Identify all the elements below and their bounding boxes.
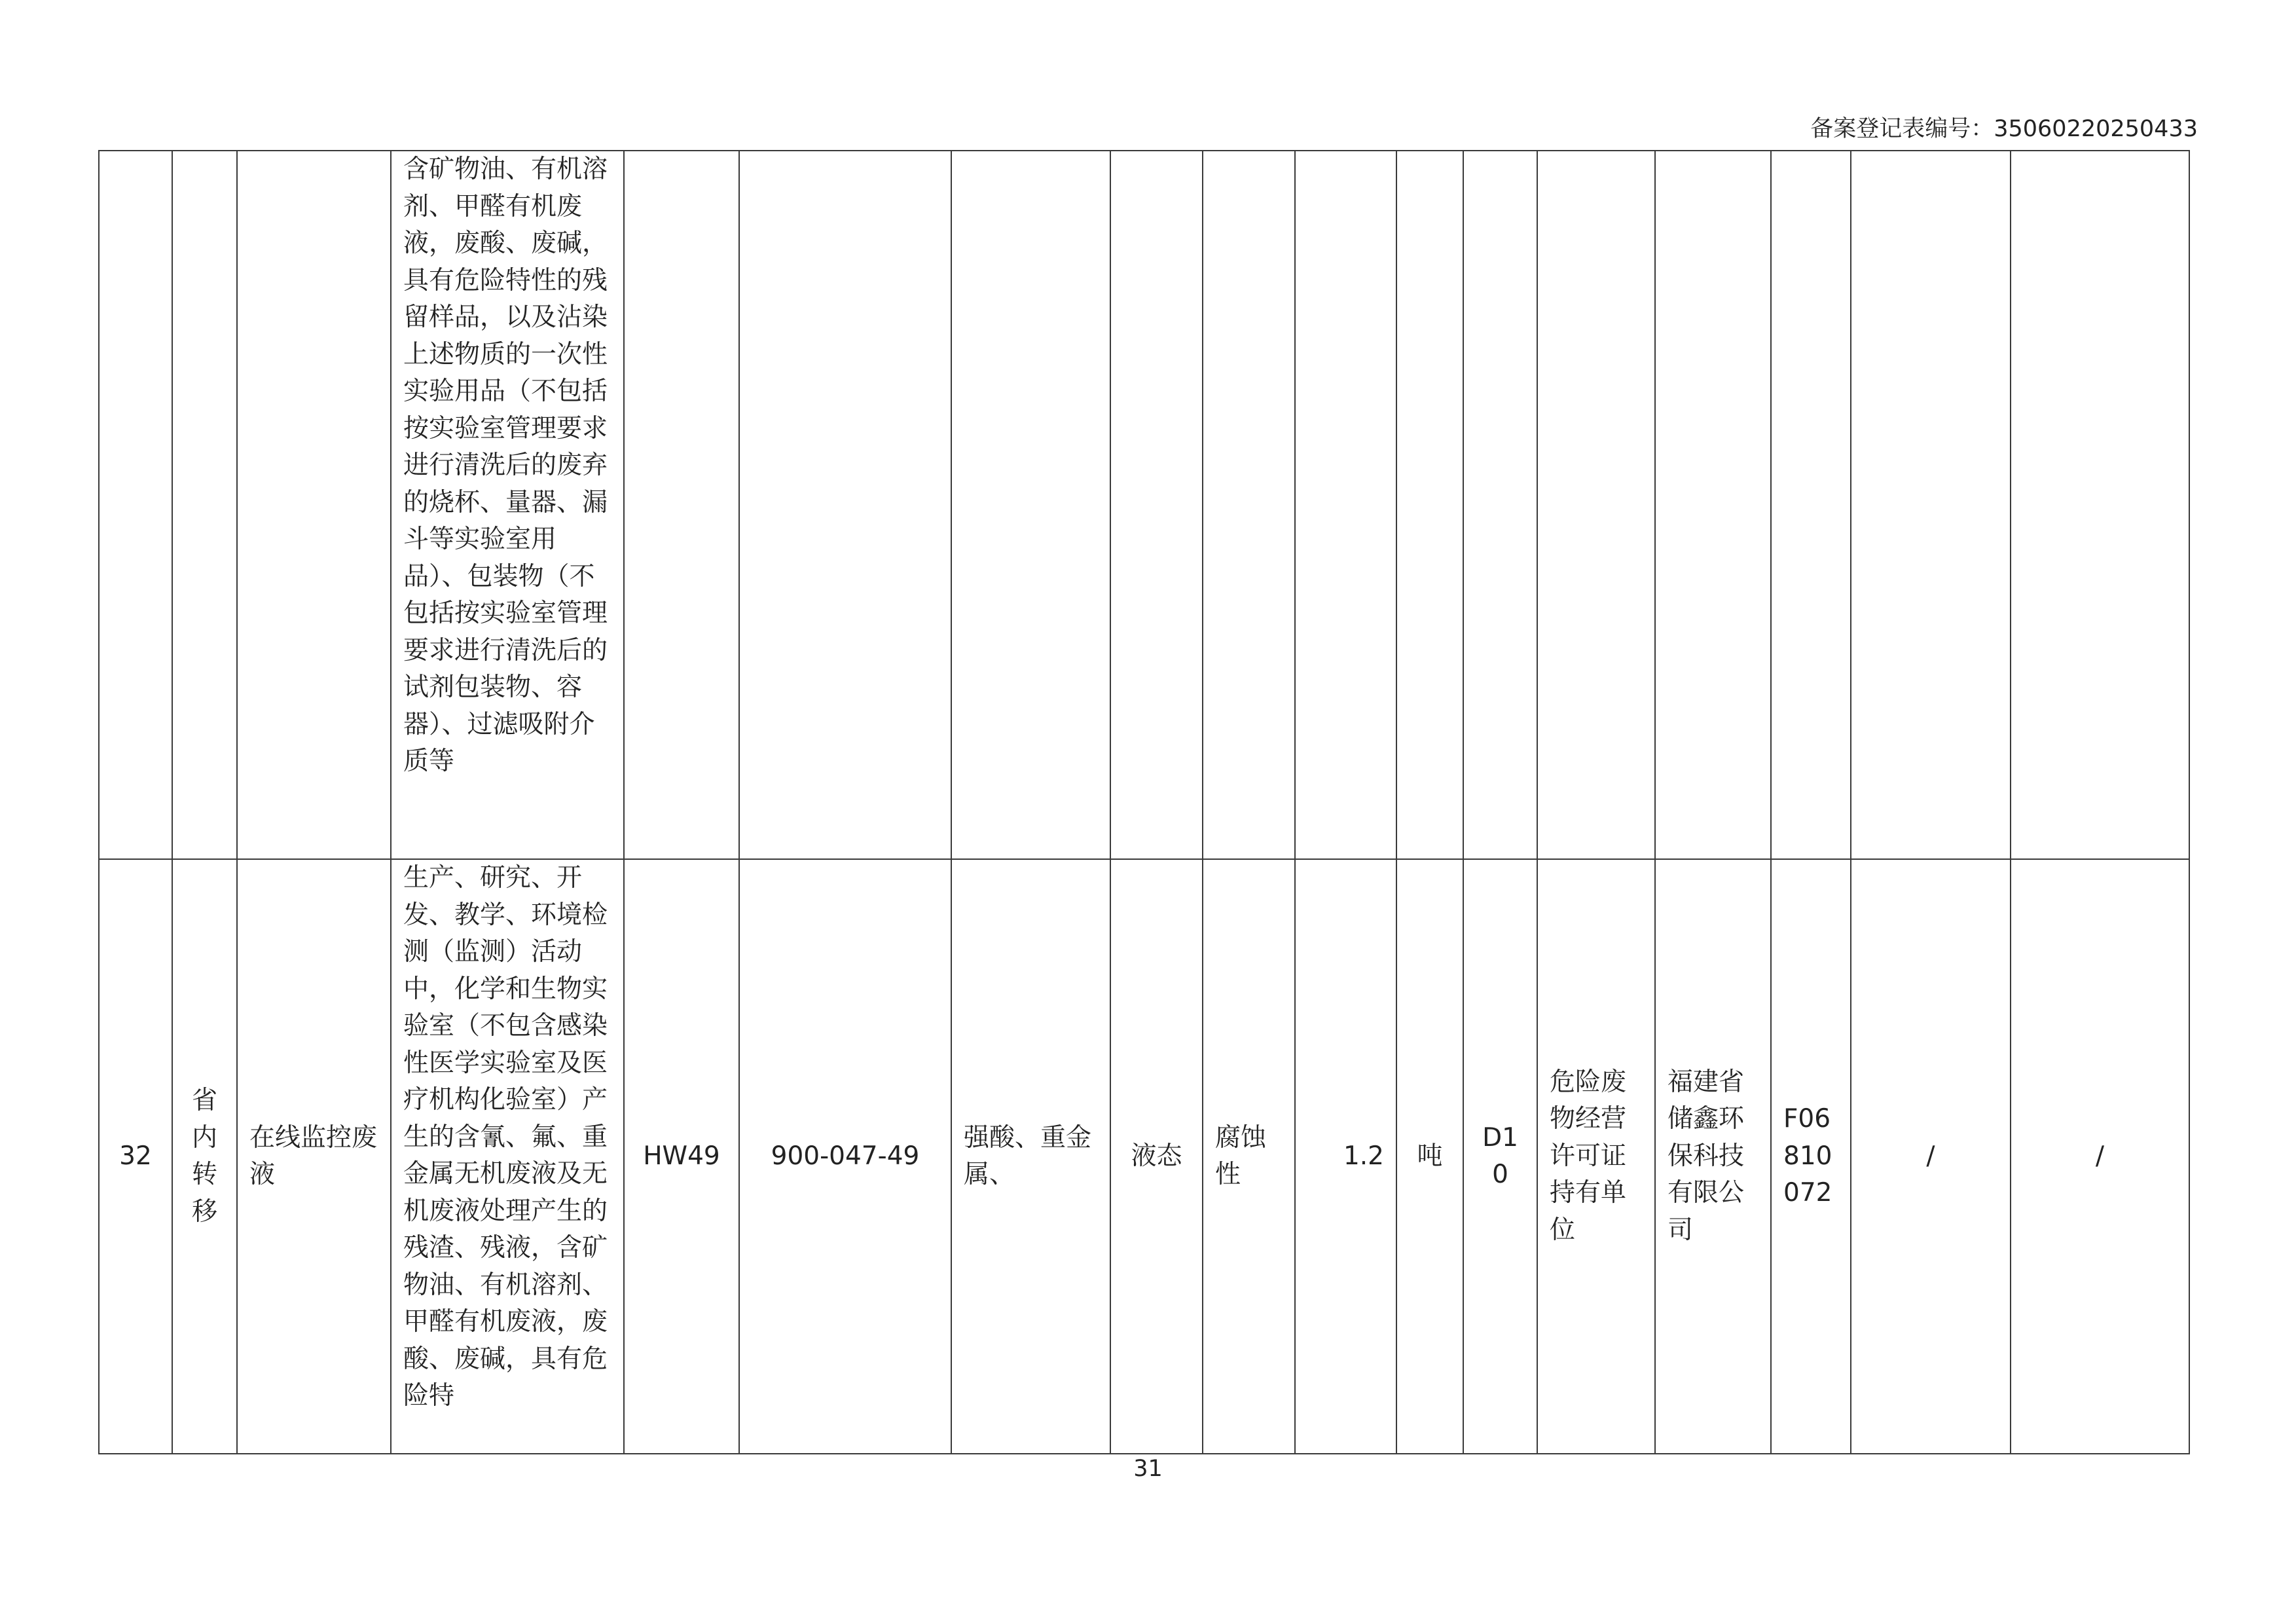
- cell-slash: /: [1851, 859, 2011, 1454]
- cell-description: 生产、研究、开发、教学、环境检测（监测）活动中，化学和生物实验室（不包含感染性医学实验室及医疗机构化验室）产生的含氰、氟、重金属无机废液及无机废液处理产生的残渣、残液，含矿物油、有机溶剂、甲醛有机废液，废酸、废碱，具有危险特: [391, 859, 624, 1454]
- cell-empty: [1851, 151, 2011, 859]
- cell-empty: [99, 151, 172, 859]
- registration-number: 备案登记表编号：35060220250433: [1810, 116, 2198, 142]
- cell-empty: [1771, 151, 1851, 859]
- cell-quantity: 1.2: [1295, 859, 1396, 1454]
- cell-empty: [1203, 151, 1295, 859]
- table-row-32: [99, 859, 2189, 1454]
- waste-transfer-table: [98, 150, 2190, 1454]
- cell-transfer-type: 省 内 转 移: [172, 859, 237, 1454]
- cell-empty: [624, 151, 739, 859]
- cell-slash: /: [2011, 859, 2189, 1454]
- cell-hazard-property: 腐蚀性: [1203, 859, 1295, 1454]
- cell-unit: 吨: [1396, 859, 1463, 1454]
- cell-index: 32: [99, 859, 172, 1454]
- cell-empty: [1110, 151, 1203, 859]
- cell-empty: [1295, 151, 1396, 859]
- cell-waste-name: 在线监控废液: [237, 859, 391, 1454]
- cell-empty: [1396, 151, 1463, 859]
- cell-empty: [951, 151, 1110, 859]
- cell-empty: [739, 151, 951, 859]
- cell-empty: [2011, 151, 2189, 859]
- cell-empty: [1655, 151, 1771, 859]
- cell-empty: [1463, 151, 1537, 859]
- page-number: 31: [1133, 1456, 1163, 1482]
- table-row-continued: [99, 151, 2189, 859]
- cell-waste-code: 900-047-49: [739, 859, 951, 1454]
- cell-disposal-method: D1 0: [1463, 859, 1537, 1454]
- cell-hazardous-components: 强酸、重金属、: [951, 859, 1110, 1454]
- cell-empty: [1537, 151, 1655, 859]
- cell-empty: [237, 151, 391, 859]
- cell-description-continued: 含矿物油、有机溶剂、甲醛有机废液，废酸、废碱，具有危险特性的残留样品，以及沾染上述物质的一次性实验用品（不包括按实验室管理要求进行清洗后的废弃的烧杯、量器、漏斗等实验室用品）、包装物（不包括按实验室管理要求进行清洗后的试剂包装物、容器）、过滤吸附介质等: [391, 151, 624, 859]
- cell-receiver-name: 福建省储鑫环保科技有限公司: [1655, 859, 1771, 1454]
- cell-receiver-type: 危险废物经营许可证持有单位: [1537, 859, 1655, 1454]
- cell-physical-form: 液态: [1110, 859, 1203, 1454]
- cell-license-number: F06 810 072: [1771, 859, 1851, 1454]
- cell-empty: [172, 151, 237, 859]
- cell-waste-category: HW49: [624, 859, 739, 1454]
